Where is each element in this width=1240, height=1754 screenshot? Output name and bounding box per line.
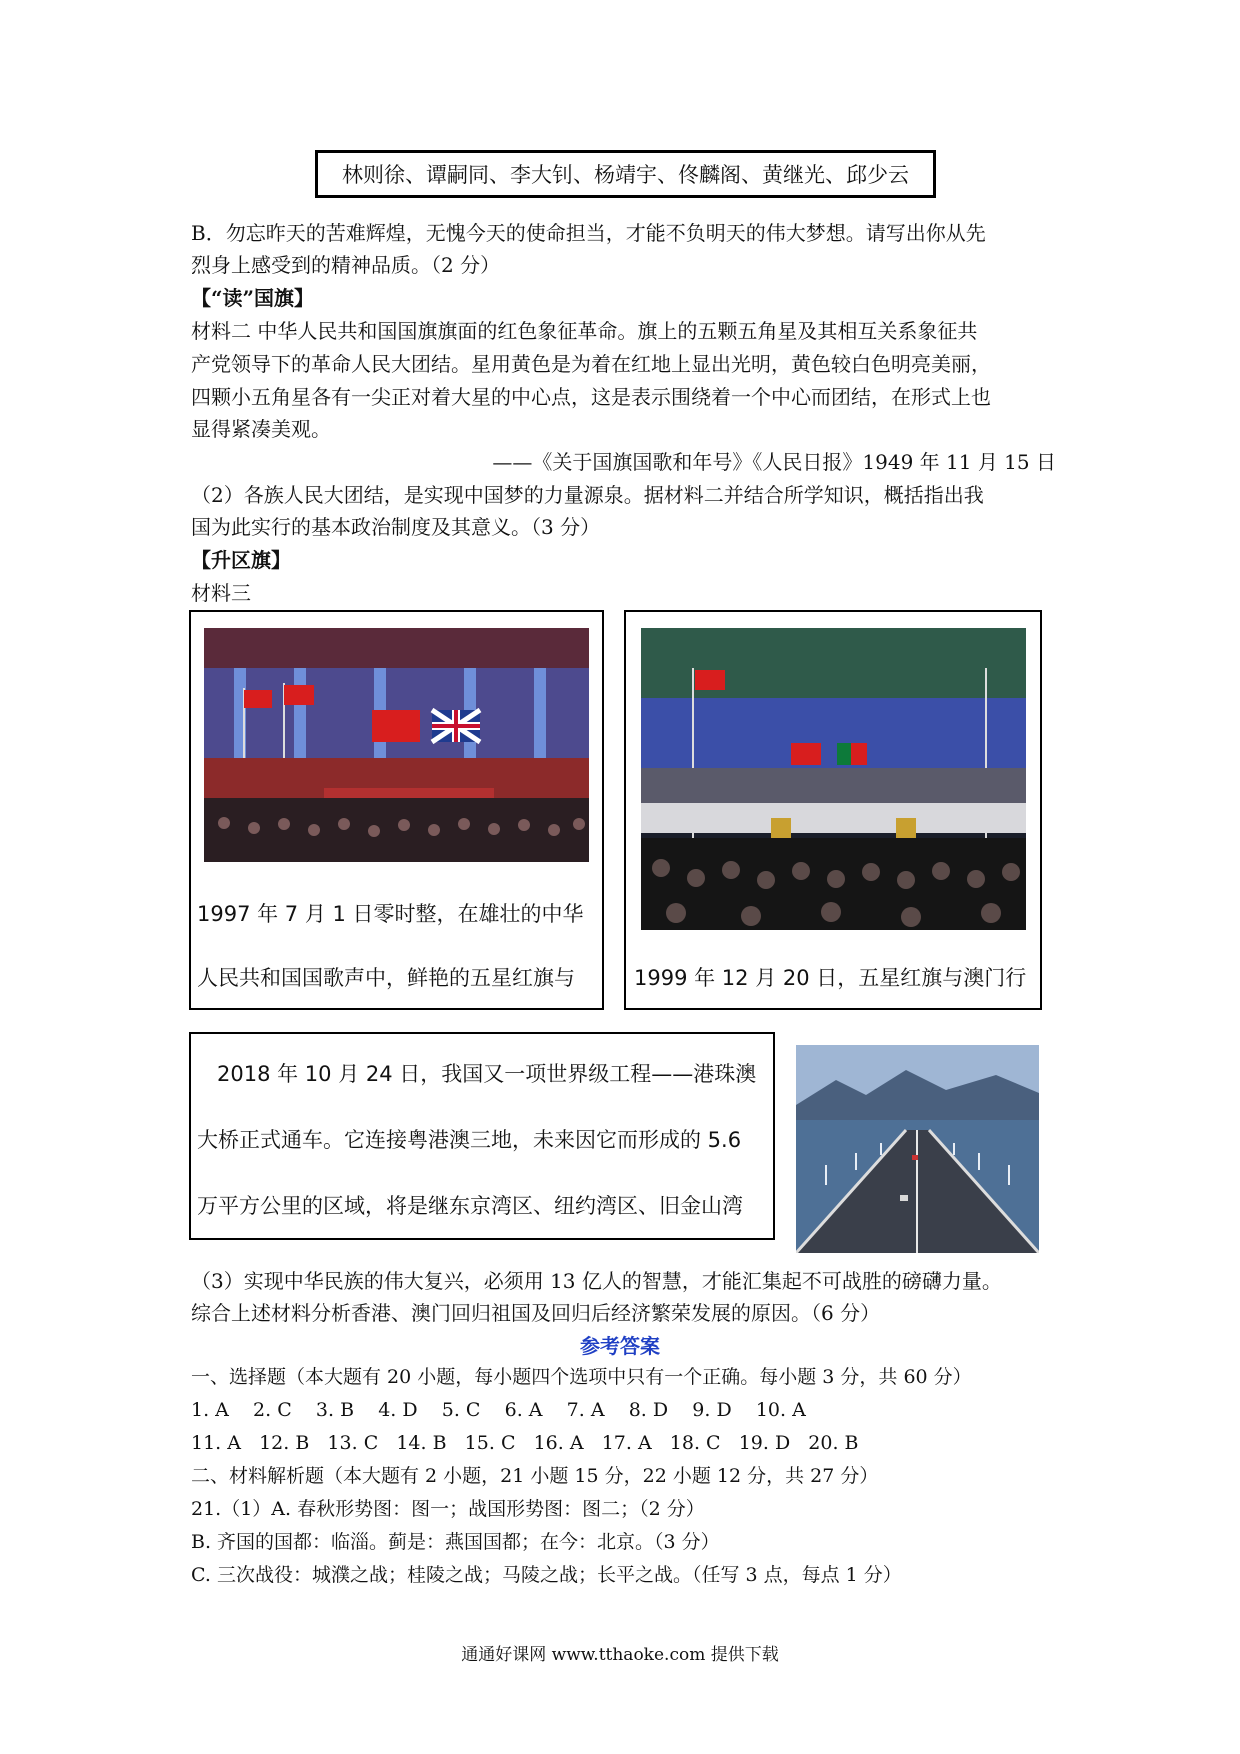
bridge-caption-line-2: 大桥正式通车。它连接粤港澳三地，未来因它而形成的 5.6 xyxy=(197,1128,742,1152)
answers-line-3: 11. A 12. B 13. C 14. B 15. C 16. A 17. A 18. C 19. D 20. B xyxy=(191,1432,859,1454)
material2-line-2: 产党领导下的革命人民大团结。星用黄色是为着在红地上显出光明，黄色较白色明亮美丽， xyxy=(191,352,991,376)
macau-handover-photo xyxy=(641,628,1026,930)
answers-line-2: 1. A 2. C 3. B 4. D 5. C 6. A 7. A 8. D 9. D 10. A xyxy=(191,1399,806,1421)
q2-line-1: （2）各族人民大团结，是实现中国梦的力量源泉。据材料二并结合所学知识，概括指出我 xyxy=(191,483,984,507)
answers-line-4: 二、材料解析题（本大题有 2 小题，21 小题 15 分，22 小题 12 分，共 27 分） xyxy=(191,1465,879,1487)
hk-caption-line-1: 1997 年 7 月 1 日零时整，在雄壮的中华 xyxy=(197,902,584,926)
hzmb-bridge-photo xyxy=(796,1045,1039,1253)
q1b-line-1: B．勿忘昨天的苦难辉煌，无愧今天的使命担当，才能不负明天的伟大梦想。请写出你从先 xyxy=(191,221,986,245)
hk-caption-line-2: 人民共和国国歌声中，鲜艳的五星红旗与 xyxy=(197,966,575,990)
bridge-card xyxy=(189,1032,775,1240)
hk-handover-card xyxy=(189,610,604,1010)
names-text: 林则徐、谭嗣同、李大钊、杨靖宇、佟麟阁、黄继光、邱少云 xyxy=(342,163,909,187)
material2-source: ——《关于国旗国歌和年号》《人民日报》1949 年 11 月 15 日 xyxy=(492,450,1056,474)
material2-line-4: 显得紧凑美观。 xyxy=(191,417,331,441)
material2-line-1: 材料二 中华人民共和国国旗旗面的红色象征革命。旗上的五颗五角星及其相互关系象征共 xyxy=(191,319,978,343)
bridge-caption-line-3: 万平方公里的区域，将是继东京湾区、纽约湾区、旧金山湾 xyxy=(197,1194,743,1218)
material3-label: 材料三 xyxy=(191,581,251,605)
q2-line-2: 国为此实行的基本政治制度及其意义。（3 分） xyxy=(191,515,601,539)
answers-title: 参考答案 xyxy=(580,1334,660,1358)
section-raise-flag: 【升区旗】 xyxy=(191,548,291,572)
q1b-line-2: 烈身上感受到的精神品质。（2 分） xyxy=(191,253,501,277)
q3-line-1: （3）实现中华民族的伟大复兴，必须用 13 亿人的智慧，才能汇集起不可战胜的磅礴力量。 xyxy=(191,1269,1002,1293)
macau-caption: 1999 年 12 月 20 日，五星红旗与澳门行 xyxy=(634,966,1027,990)
page-footer: 通通好课网 www.tthaoke.com 提供下载 xyxy=(461,1645,779,1665)
q3-line-2: 综合上述材料分析香港、澳门回归祖国及回归后经济繁荣发展的原因。（6 分） xyxy=(191,1301,881,1325)
bridge-caption-line-1: 2018 年 10 月 24 日，我国又一项世界级工程——港珠澳 xyxy=(217,1062,757,1086)
material2-line-3: 四颗小五角星各有一尖正对着大星的中心点，这是表示围绕着一个中心而团结，在形式上也 xyxy=(191,385,991,409)
answers-line-6: B. 齐国的国都：临淄。蓟是：燕国国都；在今：北京。（3 分） xyxy=(191,1531,720,1553)
section-read-flag: 【“读”国旗】 xyxy=(191,286,315,310)
answers-line-7: C. 三次战役：城濮之战；桂陵之战；马陵之战；长平之战。（任写 3 点，每点 1 分） xyxy=(191,1564,902,1586)
names-box xyxy=(315,150,936,198)
answers-line-1: 一、选择题（本大题有 20 小题，每小题四个选项中只有一个正确。每小题 3 分，共 60 分） xyxy=(191,1366,972,1388)
macau-handover-card xyxy=(624,610,1042,1010)
hk-handover-photo xyxy=(204,628,589,862)
answers-line-5: 21.（1）A. 春秋形势图：图一；战国形势图：图二；（2 分） xyxy=(191,1498,705,1520)
